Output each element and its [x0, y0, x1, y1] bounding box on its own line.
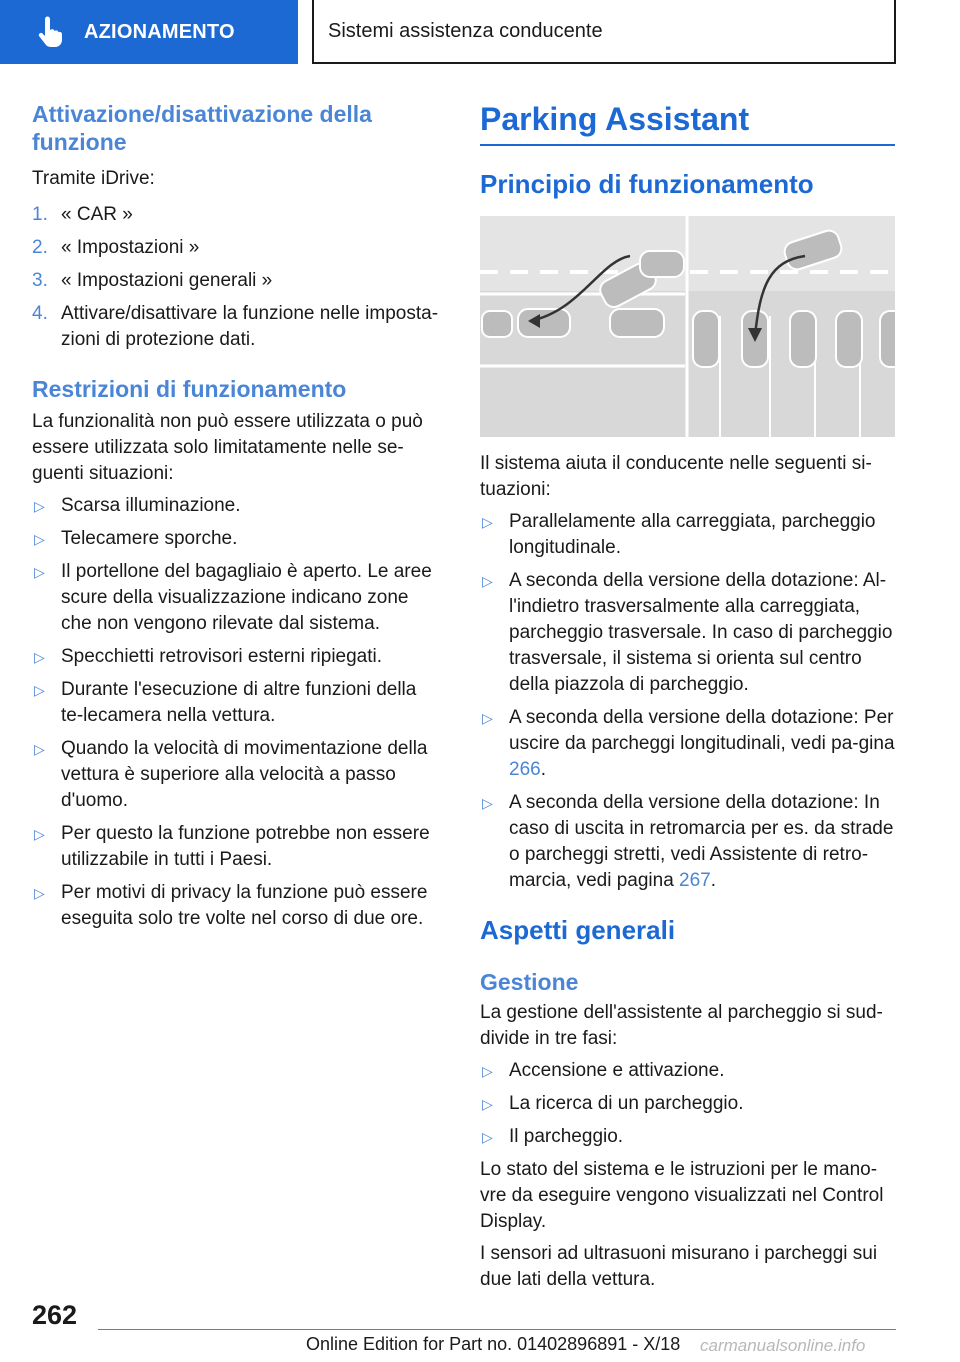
triangle-bullet-icon: ▷ [34, 885, 45, 901]
list-item-text: Durante l'esecuzione di altre funzioni della te-lecamera nella vettura. [61, 679, 417, 726]
triangle-bullet-icon: ▷ [34, 741, 45, 757]
principle-list [480, 509, 895, 894]
list-item-text: A seconda della versione della dotazione: Per uscire da parcheggi longitudinali, vedi pa-gina [509, 707, 895, 754]
step-text: Attivare/disattivare la funzione nelle imposta-zioni di protezione dati. [61, 303, 439, 350]
steps-list [32, 202, 442, 353]
list-item [480, 1091, 895, 1117]
section-label: AZIONAMENTO [84, 20, 235, 43]
chapter-label: Sistemi assistenza conducente [328, 19, 603, 42]
activation-intro: Tramite iDrive: [32, 168, 155, 189]
step-item [32, 268, 442, 294]
list-item-text: Scarsa illuminazione. [61, 495, 241, 516]
list-item-text: A seconda della versione della dotazione: Al-l'indietro trasversalmente alla carreggiata, parcheggio trasversale. In caso di parcheggio trasversale, il sistema si orienta sul centro della piazzola di parcheggio. [509, 570, 893, 695]
watermark: carmanualsonline.info [700, 1336, 866, 1355]
heading-operation: Gestione [480, 969, 579, 995]
list-item-end: . [540, 759, 546, 780]
list-item [32, 880, 442, 932]
list-item [480, 568, 895, 698]
triangle-bullet-icon: ▷ [482, 1096, 493, 1112]
list-item-text: Quando la velocità di movimentazione della vettura è superiore alla velocità a passo d'uomo. [61, 738, 428, 811]
triangle-bullet-icon: ▷ [482, 573, 493, 589]
triangle-bullet-icon: ▷ [482, 1063, 493, 1079]
list-item-text: Il parcheggio. [509, 1126, 624, 1147]
paragraph-control-display: Lo stato del sistema e le istruzioni per le mano-vre da eseguire vengono visualizzati nel Control Display. [480, 1159, 884, 1232]
triangle-bullet-icon: ▷ [482, 795, 493, 811]
step-number: 1. [32, 204, 48, 225]
heading-general: Aspetti generali [480, 915, 676, 945]
step-text: « CAR » [61, 204, 133, 225]
list-item [32, 736, 442, 814]
left-column [32, 100, 442, 939]
list-item [32, 644, 442, 670]
page-number: 262 [32, 1300, 78, 1330]
list-item [480, 790, 895, 894]
page-title: Parking Assistant [480, 100, 895, 146]
step-number: 3. [32, 270, 48, 291]
heading-activation: Attivazione/disattivazione della funzione [32, 101, 372, 155]
restrictions-list [32, 493, 442, 932]
section-tab[interactable] [0, 0, 298, 64]
operation-intro: La gestione dell'assistente al parcheggio si sud-divide in tre fasi: [480, 1002, 883, 1049]
heading-restrictions: Restrizioni di funzionamento [32, 376, 347, 402]
step-item [32, 301, 442, 353]
hand-pointer-icon [30, 12, 70, 52]
list-item-text: La ricerca di un parcheggio. [509, 1093, 744, 1114]
list-item [480, 509, 895, 561]
list-item-text: Specchietti retrovisori esterni ripiegati. [61, 646, 383, 667]
list-item [480, 1124, 895, 1150]
right-column [480, 100, 895, 1293]
list-item-text: Il portellone del bagagliaio è aperto. Le aree scure della visualizzazione indicano zone che non vengono rilevate dal sistema. [61, 561, 432, 634]
list-item [480, 1058, 895, 1084]
list-item [32, 559, 442, 637]
list-item-text: Per motivi di privacy la funzione può essere eseguita solo tre volte nel corso di due ore. [61, 882, 428, 929]
paragraph-sensors: I sensori ad ultrasuoni misurano i parcheggi sui due lati della vettura. [480, 1243, 878, 1290]
step-text: « Impostazioni » [61, 237, 200, 258]
list-item [32, 526, 442, 552]
triangle-bullet-icon: ▷ [34, 682, 45, 698]
triangle-bullet-icon: ▷ [482, 1129, 493, 1145]
triangle-bullet-icon: ▷ [34, 531, 45, 547]
parking-illustration [480, 216, 895, 437]
triangle-bullet-icon: ▷ [482, 710, 493, 726]
page-link[interactable]: 266 [509, 759, 541, 780]
triangle-bullet-icon: ▷ [482, 514, 493, 530]
list-item [32, 493, 442, 519]
triangle-bullet-icon: ▷ [34, 826, 45, 842]
step-item [32, 202, 442, 228]
list-item-text: Accensione e attivazione. [509, 1060, 725, 1081]
list-item [480, 705, 895, 783]
operation-list [480, 1058, 895, 1150]
step-text: « Impostazioni generali » [61, 270, 273, 291]
list-item-text: Per questo la funzione potrebbe non essere utilizzabile in tutti i Paesi. [61, 823, 430, 870]
chapter-title [312, 0, 896, 64]
list-item [32, 677, 442, 729]
heading-principle: Principio di funzionamento [480, 169, 814, 199]
list-item-text: Telecamere sporche. [61, 528, 238, 549]
list-item-end: . [710, 870, 717, 891]
principle-intro: Il sistema aiuta il conducente nelle seguenti si-tuazioni: [480, 453, 872, 500]
footer-edition: Online Edition for Part no. 01402896891 - X/18 [306, 1334, 681, 1354]
list-item [32, 821, 442, 873]
step-item [32, 235, 442, 261]
triangle-bullet-icon: ▷ [34, 564, 45, 580]
triangle-bullet-icon: ▷ [34, 649, 45, 665]
triangle-bullet-icon: ▷ [34, 498, 45, 514]
list-item-text: A seconda della versione della dotazione: In caso di uscita in retromarcia per es. da strade o parcheggi stretti, vedi Assistente di retro-marcia, vedi pagina [509, 792, 894, 891]
page-link[interactable]: 267 [679, 870, 711, 891]
footer-divider [98, 1329, 896, 1330]
list-item-text: Parallelamente alla carreggiata, parcheggio longitudinale. [509, 511, 876, 558]
step-number: 2. [32, 237, 48, 258]
step-number: 4. [32, 303, 48, 324]
restrictions-intro: La funzionalità non può essere utilizzata o può essere utilizzata solo limitatamente nelle se-guenti situazioni: [32, 411, 423, 484]
